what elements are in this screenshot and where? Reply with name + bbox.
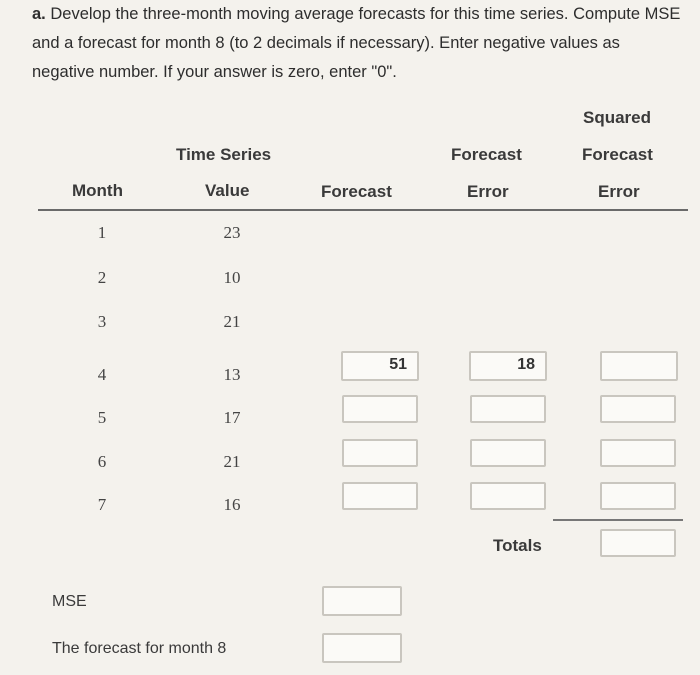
value-cell: 23 xyxy=(223,223,241,242)
month-cell: 1 xyxy=(97,223,107,242)
header-squared-error-line1: Squared xyxy=(583,108,652,127)
header-forecast-error-line2: Error xyxy=(467,182,509,201)
header-month: Month xyxy=(72,181,123,200)
month-cell: 6 xyxy=(97,452,107,471)
instructions xyxy=(32,0,682,87)
header-rule xyxy=(38,209,688,211)
totals-label: Totals xyxy=(493,536,542,555)
forecast-month-8-label: The forecast for month 8 xyxy=(52,640,227,657)
month-cell: 3 xyxy=(97,312,107,331)
error-input-month-5[interactable] xyxy=(470,395,546,423)
mse-label: MSE xyxy=(52,593,87,610)
header-time-series-line2: Value xyxy=(205,181,250,200)
value-cell: 21 xyxy=(223,452,241,471)
mse-input[interactable] xyxy=(322,586,402,616)
value-cell: 16 xyxy=(223,495,241,514)
squared-error-input-month-4[interactable] xyxy=(600,351,678,381)
part-letter: a. xyxy=(32,5,46,23)
header-forecast: Forecast xyxy=(321,182,392,201)
squared-error-input-month-7[interactable] xyxy=(600,482,676,510)
error-input-month-4[interactable]: 18 xyxy=(469,351,547,381)
forecast-input-month-6[interactable] xyxy=(342,439,418,467)
error-input-month-7[interactable] xyxy=(470,482,546,510)
month-cell: 2 xyxy=(97,268,107,287)
month-cell: 4 xyxy=(97,365,107,384)
totals-input[interactable] xyxy=(600,529,676,557)
totals-rule xyxy=(553,519,683,521)
value-cell: 21 xyxy=(223,312,241,331)
month-cell: 5 xyxy=(97,408,107,427)
value-cell: 10 xyxy=(223,268,241,287)
header-squared-error-line3: Error xyxy=(598,182,640,201)
header-forecast-error-line1: Forecast xyxy=(451,145,522,164)
squared-error-input-month-5[interactable] xyxy=(600,395,676,423)
header-time-series-line1: Time Series xyxy=(176,145,272,164)
forecast-input-month-7[interactable] xyxy=(342,482,418,510)
value-cell: 17 xyxy=(223,408,241,427)
forecast-input-month-4[interactable]: 51 xyxy=(341,351,419,381)
forecast-input-month-5[interactable] xyxy=(342,395,418,423)
month-cell: 7 xyxy=(97,495,107,514)
header-squared-error-line2: Forecast xyxy=(582,145,653,164)
error-input-month-6[interactable] xyxy=(470,439,546,467)
value-cell: 13 xyxy=(223,365,241,384)
squared-error-input-month-6[interactable] xyxy=(600,439,676,467)
instructions-text: Develop the three-month moving average forecasts for this time series. Compute MSE and a forecast for month 8 (to 2 decimals if necessary). Enter negative values as negative number. If your answer is zero, enter "0". xyxy=(32,5,681,81)
forecast-month-8-input[interactable] xyxy=(322,633,402,663)
